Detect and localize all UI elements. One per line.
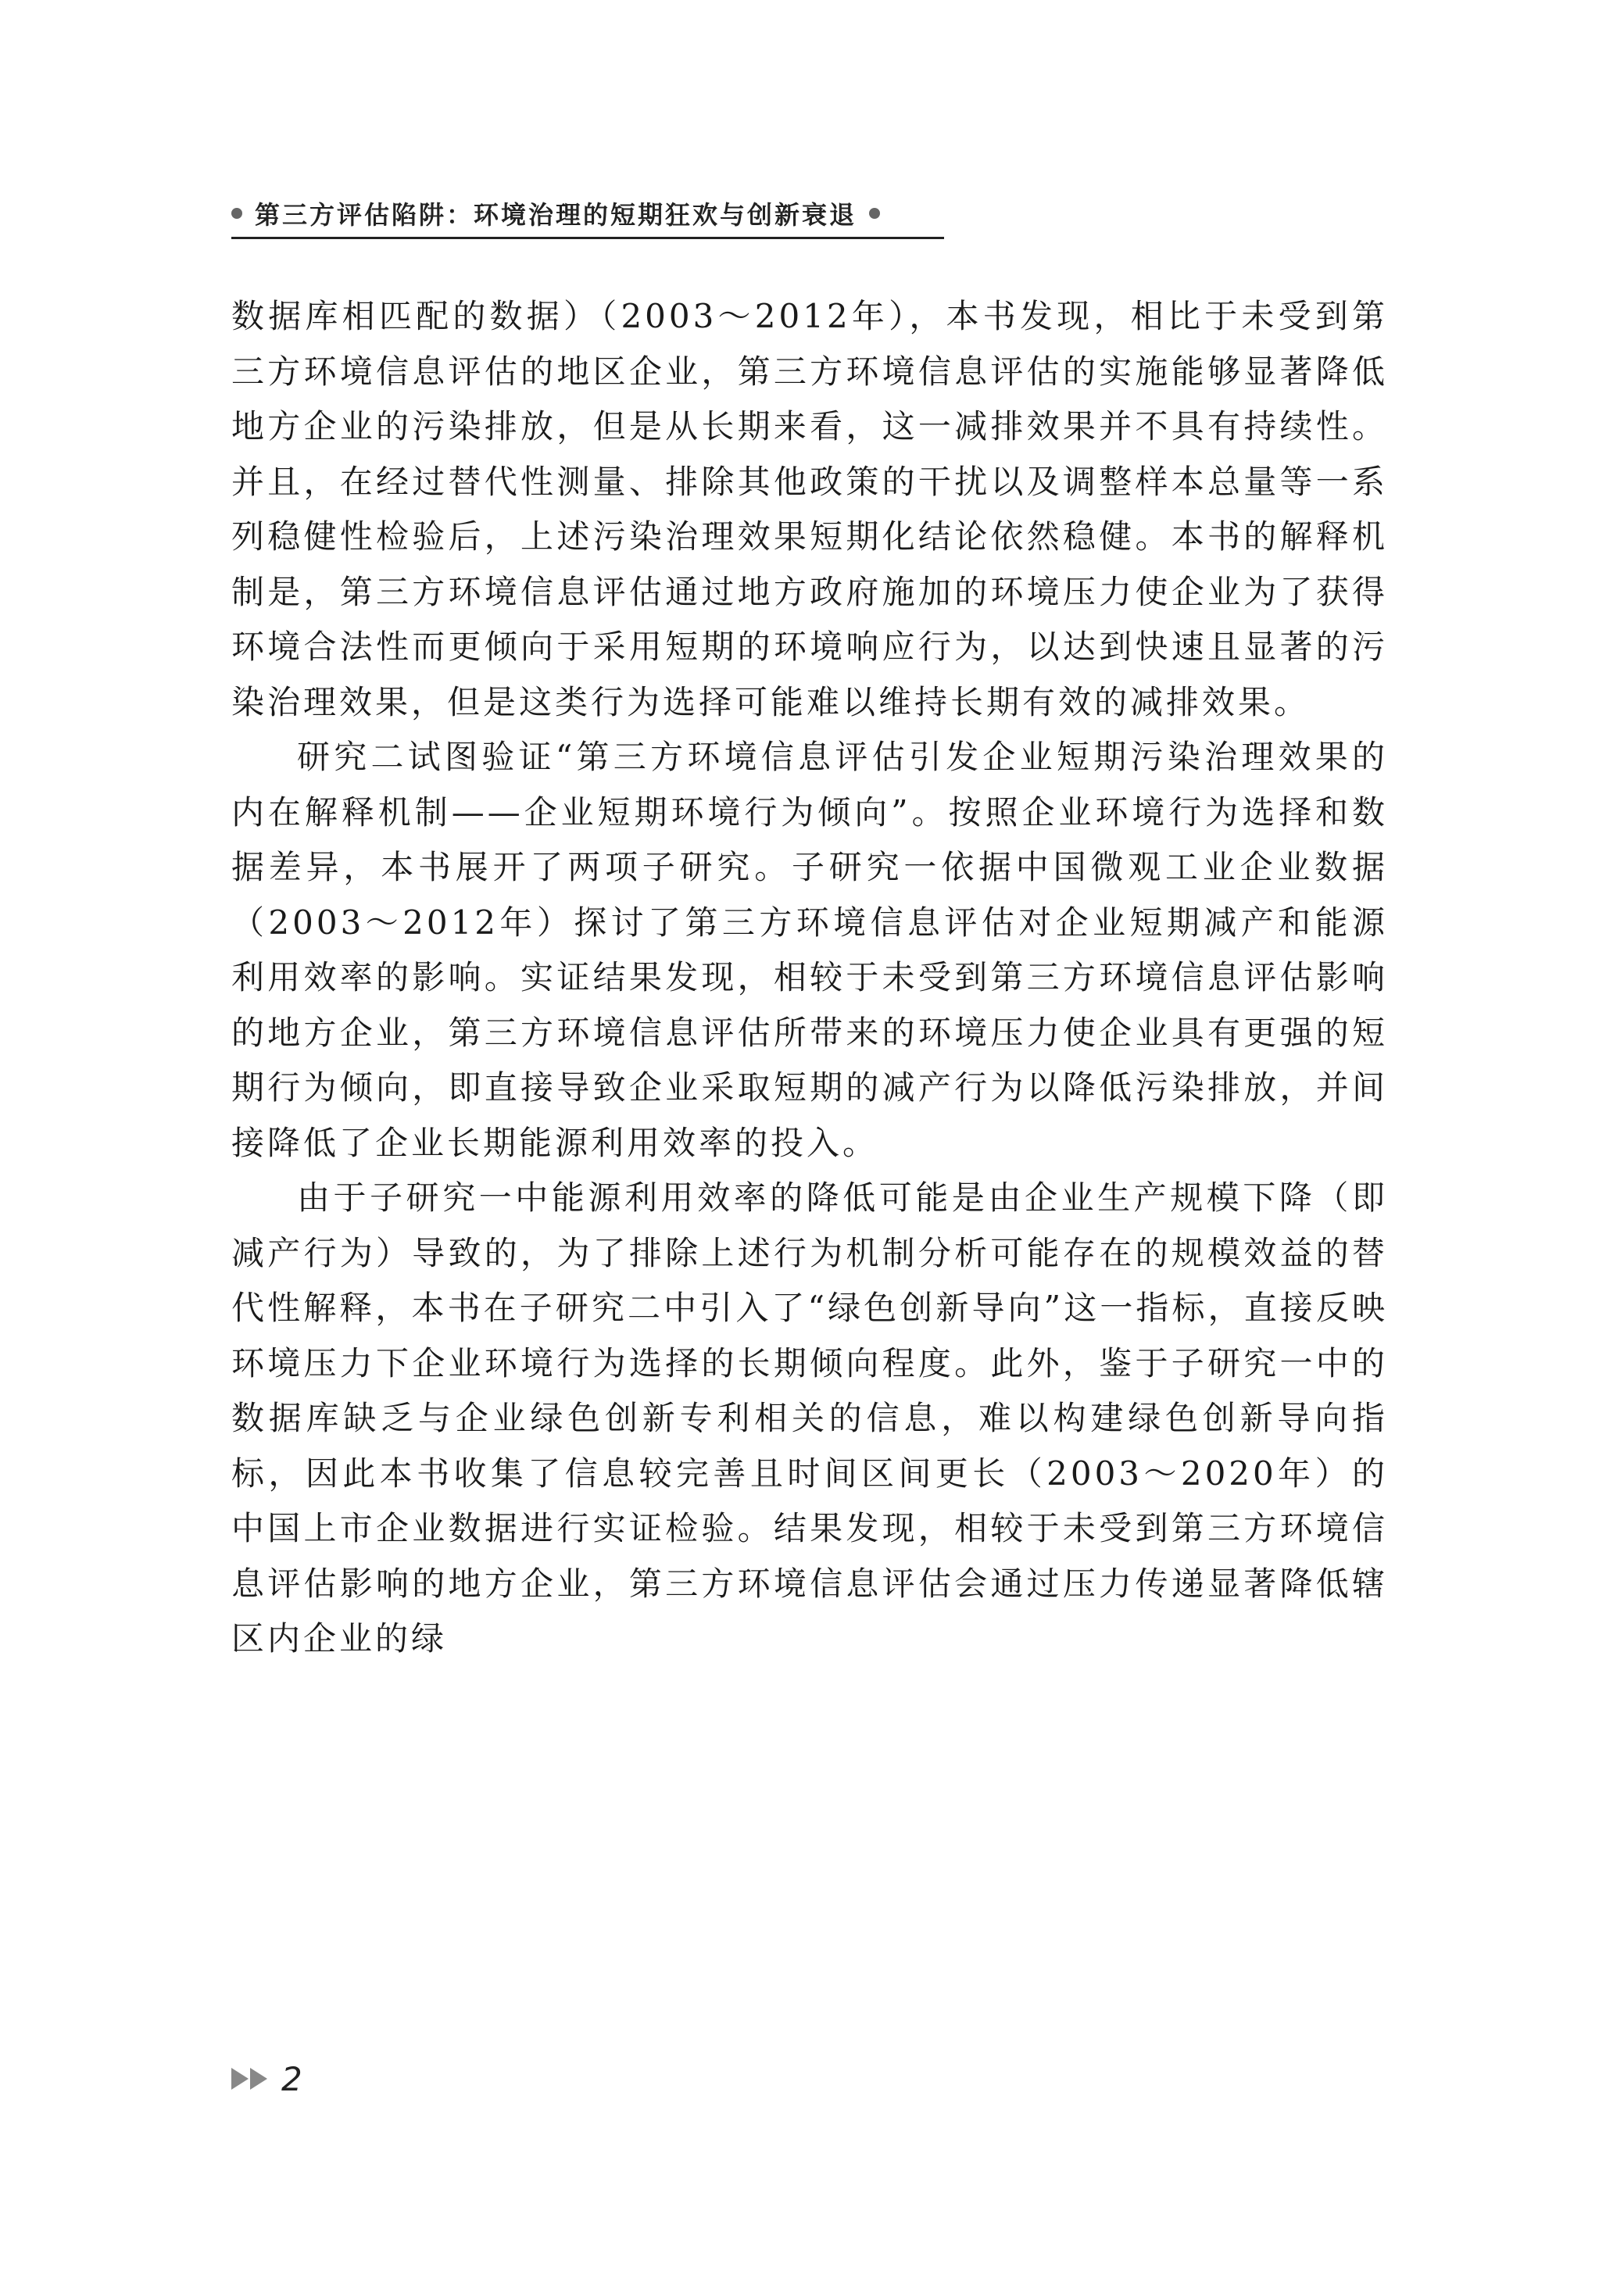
paragraph: 研究二试图验证“第三方环境信息评估引发企业短期污染治理效果的内在解释机制——企业短期环境行为倾向”。按照企业环境行为选择和数据差异，本书展开了两项子研究。子研究一依据中国微观工业企业数据（2003～2012年）探讨了第三方环境信息评估对企业短期减产和能源利用效率的影响。实证结果发现，相较于未受到第三方环境信息评估影响的地方企业，第三方环境信息评估所带来的环境压力使企业具有更强的短期行为倾向，即直接导致企业采取短期的减产行为以降低污染排放，并间接降低了企业长期能源利用效率的投入。 [231,738,1388,1162]
page-footer [231,2055,302,2102]
book-title: 第三方评估陷阱：环境治理的短期狂欢与创新衰退 [255,199,857,230]
paragraph: 数据库相匹配的数据）（2003～2012年），本书发现，相比于未受到第三方环境信息评估的地区企业，第三方环境信息评估的实施能够显著降低地方企业的污染排放，但是从长期来看，这一减排效果并不具有持续性。并且，在经过替代性测量、排除其他政策的干扰以及调整样本总量等一系列稳健性检验后，上述污染治理效果短期化结论依然稳健。本书的解释机制是，第三方环境信息评估通过地方政府施加的环境压力使企业为了获得环境合法性而更倾向于采用短期的环境响应行为，以达到快速且显著的污染治理效果，但是这类行为选择可能难以维持长期有效的减排效果。 [231,297,1388,721]
paragraph: 由于子研究一中能源利用效率的降低可能是由企业生产规模下降（即减产行为）导致的，为了排除上述行为机制分析可能存在的规模效益的替代性解释，本书在子研究二中引入了“绿色创新导向”这一指标，直接反映环境压力下企业环境行为选择的长期倾向程度。此外，鉴于子研究一中的数据库缺乏与企业绿色创新专利相关的信息，难以构建绿色创新导向指标，因此本书收集了信息较完善且时间区间更长（2003～2020年）的中国上市企业数据进行实证检验。结果发现，相较于未受到第三方环境信息评估影响的地方企业，第三方环境信息评估会通过压力传递显著降低辖区内企业的绿 [231,1178,1388,1658]
page-number: 2 [281,2059,302,2098]
double-arrow-icon [231,2068,267,2090]
body-text [231,289,1388,1667]
bullet-dot-icon [231,208,242,219]
bullet-dot-icon [869,208,880,219]
running-header [231,194,944,239]
